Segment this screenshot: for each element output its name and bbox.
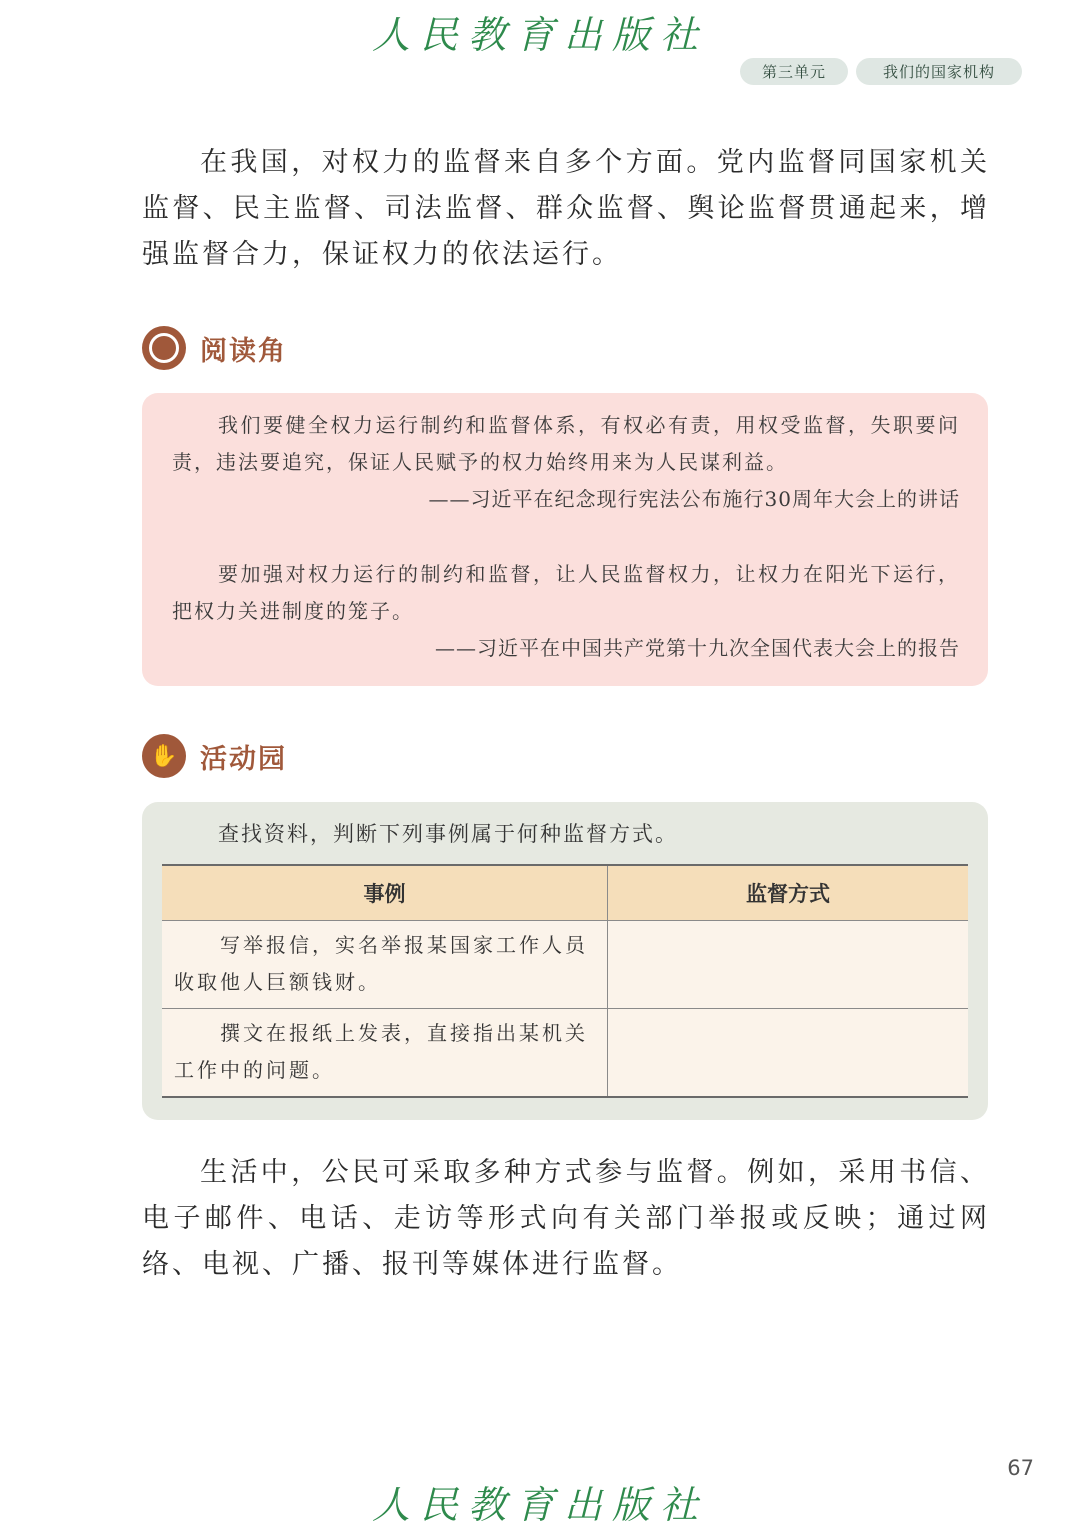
body-paragraph-1: 在我国，对权力的监督来自多个方面。党内监督同国家机关监督、民主监督、司法监督、群众监督、舆论监督贯通起来，增强监督合力，保证权力的依法运行。 [142,147,990,270]
table-cell-case: 撰文在报纸上发表，直接指出某机关工作中的问题。 [162,1009,608,1097]
reading-circle-icon [142,326,186,370]
activity-task: 查找资料，判断下列事例属于何种监督方式。 [218,822,678,846]
table-row [162,1009,968,1097]
table-cell-method[interactable] [608,1009,969,1097]
reading-source-2: ——习近平在中国共产党第十九次全国代表大会上的报告 [435,636,960,660]
activity-section-title: 活动园 [200,743,287,775]
table-row [162,921,968,1009]
table-header-method: 监督方式 [608,865,969,921]
reading-quote-1: 我们要健全权力运行制约和监督体系，有权必有责，用权受监督，失职要问责，违法要追究，保证人民赋予的权力始终用来为人民谋利益。 [172,413,960,474]
table-cell-case: 写举报信，实名举报某国家工作人员收取他人巨额钱财。 [162,921,608,1009]
reading-section-header [142,326,287,370]
activity-section-header [142,734,287,778]
table-cell-method[interactable] [608,921,969,1009]
chapter-tag: 我们的国家机构 [856,58,1022,85]
hands-icon: ✋ [142,734,186,778]
unit-tag: 第三单元 [740,58,848,85]
reading-section-title: 阅读角 [200,335,287,367]
reading-box [142,393,988,686]
activity-box [142,802,988,1120]
supervision-table [162,864,968,1098]
publisher-logo-top: 人民教育出版社 [371,13,708,57]
table-header-case: 事例 [162,865,608,921]
unit-header [740,58,1022,85]
page-number: 67 [1007,1456,1034,1480]
reading-quote-2: 要加强对权力运行的制约和监督，让人民监督权力，让权力在阳光下运行，把权力关进制度的笼子。 [172,562,960,623]
publisher-logo-bottom: 人民教育出版社 [371,1483,708,1527]
body-paragraph-2: 生活中，公民可采取多种方式参与监督。例如，采用书信、电子邮件、电话、走访等形式向有关部门举报或反映；通过网络、电视、广播、报刊等媒体进行监督。 [142,1157,990,1280]
reading-source-1: ——习近平在纪念现行宪法公布施行30周年大会上的讲话 [428,487,960,511]
